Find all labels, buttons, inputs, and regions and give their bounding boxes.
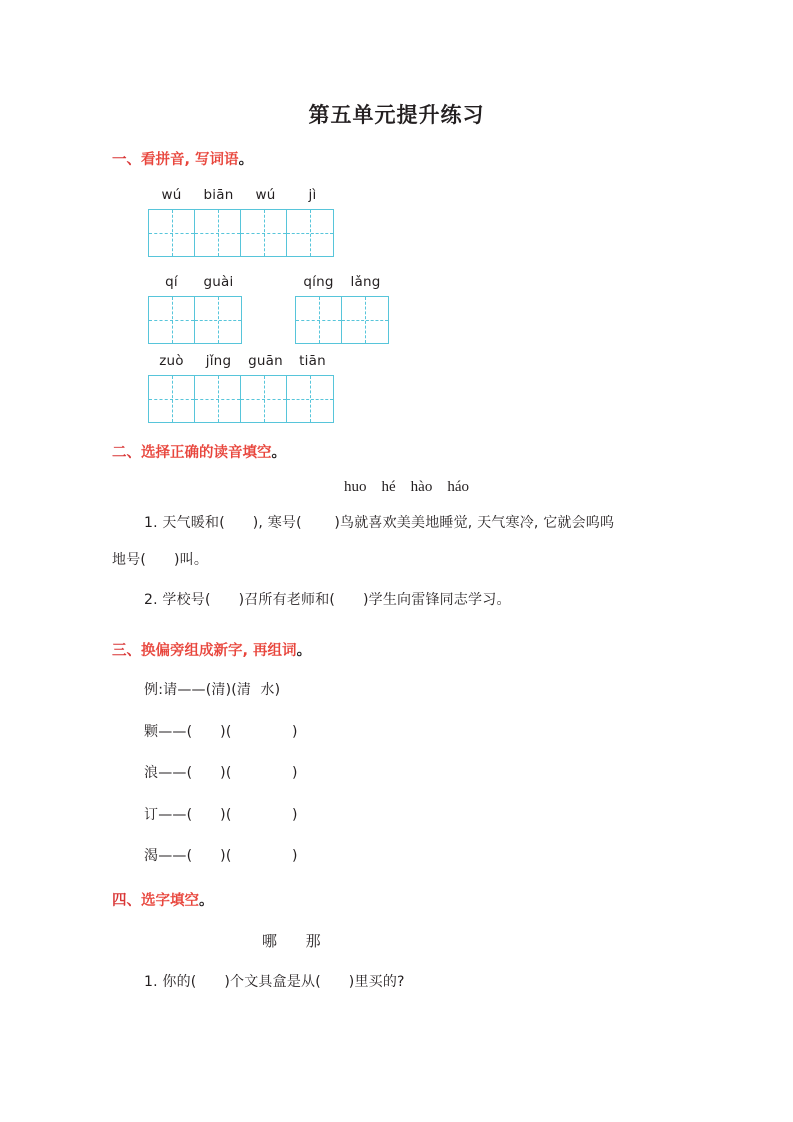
writing-cell[interactable] (241, 376, 287, 422)
writing-cell[interactable] (195, 297, 241, 343)
writing-grid[interactable] (148, 296, 242, 344)
writing-cell[interactable] (149, 210, 195, 256)
pronunciation-options: huo hé hào háo (344, 479, 469, 495)
question-line: 2. 学校号( )召所有老师和( )学生向雷锋同志学习。 (144, 592, 511, 608)
writing-cell[interactable] (195, 210, 241, 256)
example-line: 例:请——(清)(清 水) (144, 682, 281, 698)
writing-cell[interactable] (195, 376, 241, 422)
section-heading-2 (112, 441, 286, 462)
writing-cell[interactable] (241, 210, 287, 256)
section-heading-3 (112, 639, 311, 660)
writing-cell[interactable] (149, 376, 195, 422)
pinyin-syllable: jì (308, 187, 317, 203)
pinyin-syllable: wú (255, 187, 276, 203)
question-line-continuation: 地号( )叫。 (112, 552, 209, 568)
pinyin-syllable: guān (248, 353, 283, 369)
pinyin-syllable: jǐng (205, 353, 232, 369)
section-number-4: 四、 (112, 893, 141, 909)
pinyin-syllable: tiān (299, 353, 326, 369)
section-heading-1 (112, 148, 253, 169)
section-period-3: 。 (296, 643, 312, 659)
question-line: 1. 天气暖和( ), 寒号( )鸟就喜欢美美地睡觉, 天气寒冷, 它就会呜呜 (144, 515, 615, 531)
radical-item: 订——( )( ) (144, 807, 298, 823)
question-line: 1. 你的( )个文具盒是从( )里买的? (144, 974, 405, 990)
writing-grid[interactable] (148, 375, 334, 423)
writing-cell[interactable] (149, 297, 195, 343)
radical-item: 渴——( )( ) (144, 848, 298, 864)
section-title-2: 选择正确的读音填空 (141, 445, 272, 461)
pinyin-syllable: biān (203, 187, 234, 203)
pinyin-syllable: zuò (159, 353, 184, 369)
pinyin-row-1 (148, 187, 336, 203)
pinyin-row-2b (295, 274, 389, 290)
pinyin-syllable: wú (161, 187, 182, 203)
radical-item: 颗——( )( ) (144, 724, 298, 740)
section-title-3: 换偏旁组成新字, 再组词 (141, 643, 297, 659)
writing-cell[interactable] (342, 297, 388, 343)
writing-grid[interactable] (295, 296, 389, 344)
section-period-1: 。 (238, 152, 254, 168)
section-number-1: 一、 (112, 152, 141, 168)
section-period-4: 。 (199, 893, 214, 909)
section-heading-4 (112, 889, 214, 910)
radical-item: 浪——( )( ) (144, 765, 298, 781)
section-number-3: 三、 (112, 643, 141, 659)
pinyin-syllable: lǎng (350, 274, 381, 290)
pinyin-row-2a (148, 274, 242, 290)
writing-cell[interactable] (287, 376, 333, 422)
section-title-4: 选字填空 (141, 893, 199, 909)
character-options: 哪 那 (262, 932, 321, 950)
pinyin-syllable: guài (203, 274, 234, 290)
writing-cell[interactable] (287, 210, 333, 256)
pinyin-syllable: qí (165, 274, 178, 290)
writing-cell[interactable] (296, 297, 342, 343)
section-period-2: 。 (271, 445, 286, 461)
section-number-2: 二、 (112, 445, 141, 461)
pinyin-syllable: qíng (303, 274, 334, 290)
pinyin-row-3 (148, 353, 336, 369)
section-title-1: 看拼音, 写词语 (141, 152, 239, 168)
writing-grid[interactable] (148, 209, 334, 257)
page-title: 第五单元提升练习 (308, 103, 485, 127)
